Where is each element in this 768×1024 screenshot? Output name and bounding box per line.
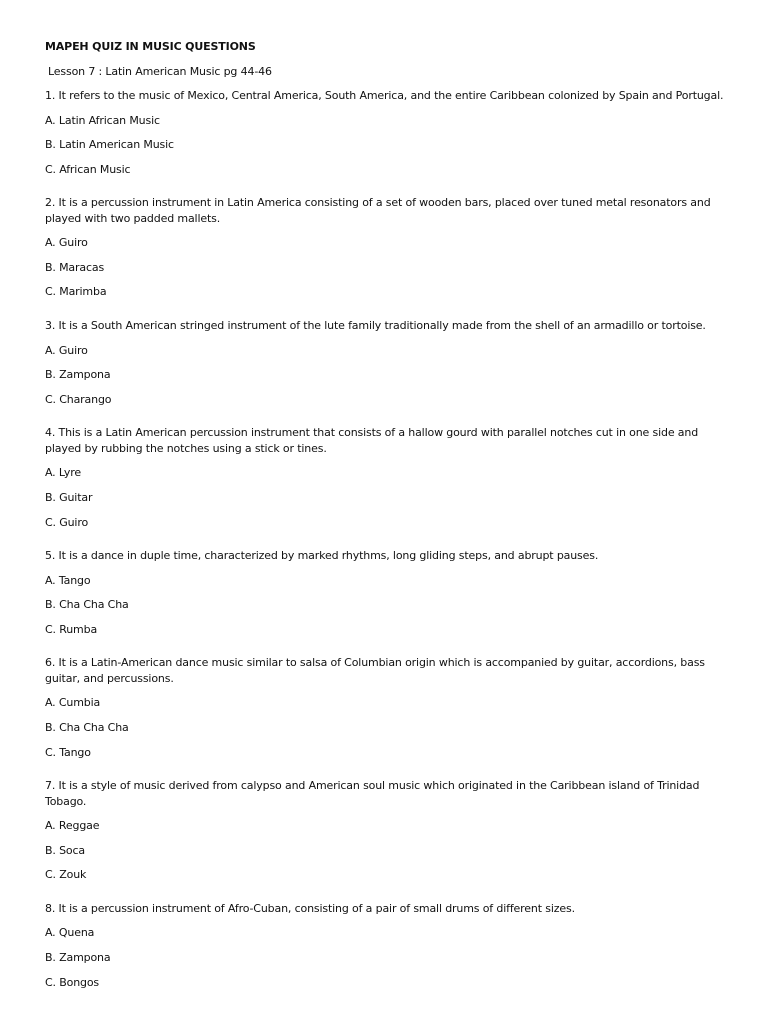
option-b: B. Cha Cha Cha xyxy=(45,721,129,734)
question-text: 2. It is a percussion instrument in Latin America consisting of a set of wooden bars, placed over tuned metal resonators and played with two padded mallets. xyxy=(45,196,711,225)
option-a: A. Cumbia xyxy=(45,696,101,710)
question-6 xyxy=(45,655,725,778)
option-c: C. Marimba xyxy=(45,285,107,299)
question-text: 7. It is a style of music derived from calypso and American soul music which originated in the Caribbean island of Trinidad Tobago. xyxy=(45,779,700,808)
option-c: C. Rumba xyxy=(45,622,98,636)
option-a: A. Tango xyxy=(45,573,91,587)
option-c: C. Charango xyxy=(45,392,112,406)
question-4 xyxy=(45,425,725,548)
lesson-heading: Lesson 7 : Latin American Music pg 44-46 xyxy=(48,64,272,78)
option-b: B. Soca xyxy=(45,843,85,857)
question-2 xyxy=(45,195,725,318)
option-c: C. Zouk xyxy=(45,868,87,882)
option-c: C. Guiro xyxy=(45,515,89,529)
question-text: 4. This is a Latin American percussion instrument that consists of a hallow gourd with parallel notches cut in one side and played by rubbing the notches using a stick or tines. xyxy=(45,426,699,455)
option-b: B. Cha Cha Cha xyxy=(45,598,129,612)
question-text: 1. It refers to the music of Mexico, Central America, South America, and the entire Caribbean colonized by Spain and Portugal. xyxy=(45,89,724,102)
option-b: B. Guitar xyxy=(45,490,93,504)
document-title: MAPEH QUIZ IN MUSIC QUESTIONS xyxy=(45,40,256,53)
option-c: C. Tango xyxy=(45,745,91,759)
document-page xyxy=(45,39,725,1008)
question-5 xyxy=(45,548,725,655)
question-text: 5. It is a dance in duple time, characterized by marked rhythms, long gliding steps, and abrupt pauses. xyxy=(45,549,599,563)
option-a: A. Lyre xyxy=(45,466,81,480)
option-a: A. Latin African Music xyxy=(45,113,160,127)
option-b: B. Maracas xyxy=(45,260,105,274)
question-text: 3. It is a South American stringed instrument of the lute family traditionally made from the shell of an armadillo or tortoise. xyxy=(45,319,706,333)
option-c: C. Bongos xyxy=(45,975,100,989)
question-text: 6. It is a Latin-American dance music similar to salsa of Columbian origin which is accompanied by guitar, accordions, bass guitar, and percussions. xyxy=(45,656,705,685)
option-b: B. Zampona xyxy=(45,951,111,965)
question-1 xyxy=(45,88,725,195)
option-a: A. Guiro xyxy=(45,343,88,357)
option-b: B. Latin American Music xyxy=(45,138,174,152)
question-8 xyxy=(45,901,725,1008)
question-3 xyxy=(45,318,725,425)
option-b: B. Zampona xyxy=(45,368,111,382)
option-a: A. Reggae xyxy=(45,819,100,833)
option-a: A. Guiro xyxy=(45,236,88,250)
option-c: C. African Music xyxy=(45,162,131,176)
question-text: 8. It is a percussion instrument of Afro-Cuban, consisting of a pair of small drums of different sizes. xyxy=(45,901,575,915)
question-7 xyxy=(45,778,725,901)
option-a: A. Quena xyxy=(45,926,95,940)
